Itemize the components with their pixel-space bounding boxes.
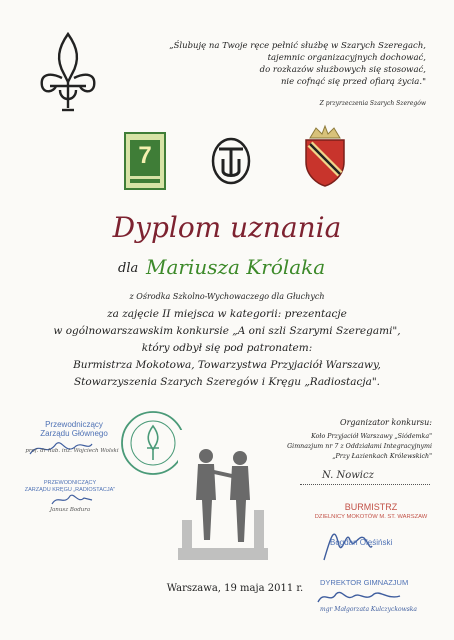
diploma-title: Dyplom uznania xyxy=(112,211,342,244)
mayor-name: Bogdan Oleśiński xyxy=(330,538,393,547)
oath-line: nie cofnąć się przed ofiarą życia." xyxy=(280,77,426,87)
body-line: z Ośrodka Szkolno-Wychowaczego dla Głuchych xyxy=(129,292,325,301)
scouts-photo xyxy=(178,430,268,560)
body-line: za zajęcie II miejsca w kategorii: prezentacje xyxy=(107,308,347,320)
body-line: który odbył się pod patronatem: xyxy=(141,342,313,354)
organizer-line: Gimnazjum nr 7 z Oddziałami Integracyjnymi xyxy=(287,443,432,450)
chairman-title-2: Zarządu Głównego xyxy=(40,429,108,438)
oath-source: Z przyrzeczenia Szarych Szeregów xyxy=(319,100,426,107)
recipient-name: Mariusza Królaka xyxy=(146,255,326,279)
organizer-details xyxy=(270,432,432,462)
circle-chairman-signature xyxy=(50,492,94,508)
director-title: DYREKTOR GIMNAZJUM xyxy=(320,578,409,587)
oath-line: do rozkazów służbowych się stosować, xyxy=(259,65,426,75)
body-line: w ogólnowarszawskim konkursie „A oni szli Szarymi Szeregami", xyxy=(53,325,401,337)
organizer-signature-line xyxy=(300,484,430,485)
circle-chairman-title-2: ZARZĄDU KRĘGU „RADIOSTACJA" xyxy=(24,487,116,493)
director-name: mgr Małgorzata Kulczyckowska xyxy=(320,606,418,613)
mayor-title: BURMISTRZ xyxy=(344,502,398,512)
chairman-title: Przewodniczący xyxy=(45,420,103,429)
tpw-logo-icon xyxy=(211,137,251,185)
fleur-de-lis-icon xyxy=(36,30,100,120)
mayor-subtitle: DZIELNICY MOKOTÓW M. ST. WARSZAW xyxy=(314,514,428,520)
recipient-prefix: dla xyxy=(118,261,139,276)
circle-chairman-title: PRZEWODNICZĄCY xyxy=(43,480,97,486)
body-line: Stowarzyszenia Szarych Szeregów i Kręgu „Radiostacja". xyxy=(73,376,381,388)
mayor-stamp xyxy=(296,502,446,522)
organizer-heading: Organizator konkursu: xyxy=(340,418,432,427)
chairman-name: prof. dr hab. inż. Wojciech Wolski xyxy=(25,448,119,454)
body-line: Burmistrza Mokotowa, Towarzystwa Przyjaciół Warszawy, xyxy=(73,359,381,371)
warsaw-coat-of-arms-icon xyxy=(302,122,348,188)
badge-number: 7 xyxy=(138,142,152,169)
round-seal-icon xyxy=(120,410,186,476)
circle-chairman-name: Janusz Bodura xyxy=(49,507,91,513)
organizer-signature: N. Nowicz xyxy=(322,470,374,481)
place-and-date: Warszawa, 19 maja 2011 r. xyxy=(166,583,304,594)
oath-line: tajemnic organizacyjnych dochować, xyxy=(267,53,426,63)
organizer-line: „Przy Łazienkach Królewskich" xyxy=(332,453,432,460)
oath-line: „Ślubuję na Twoje ręce pełnić służbę w Szarych Szeregach, xyxy=(169,41,426,51)
school-seven-badge xyxy=(124,132,166,190)
oath-quote xyxy=(150,40,426,88)
organizer-line: Koło Przyjaciół Warszawy „Siódemka" xyxy=(311,433,432,440)
